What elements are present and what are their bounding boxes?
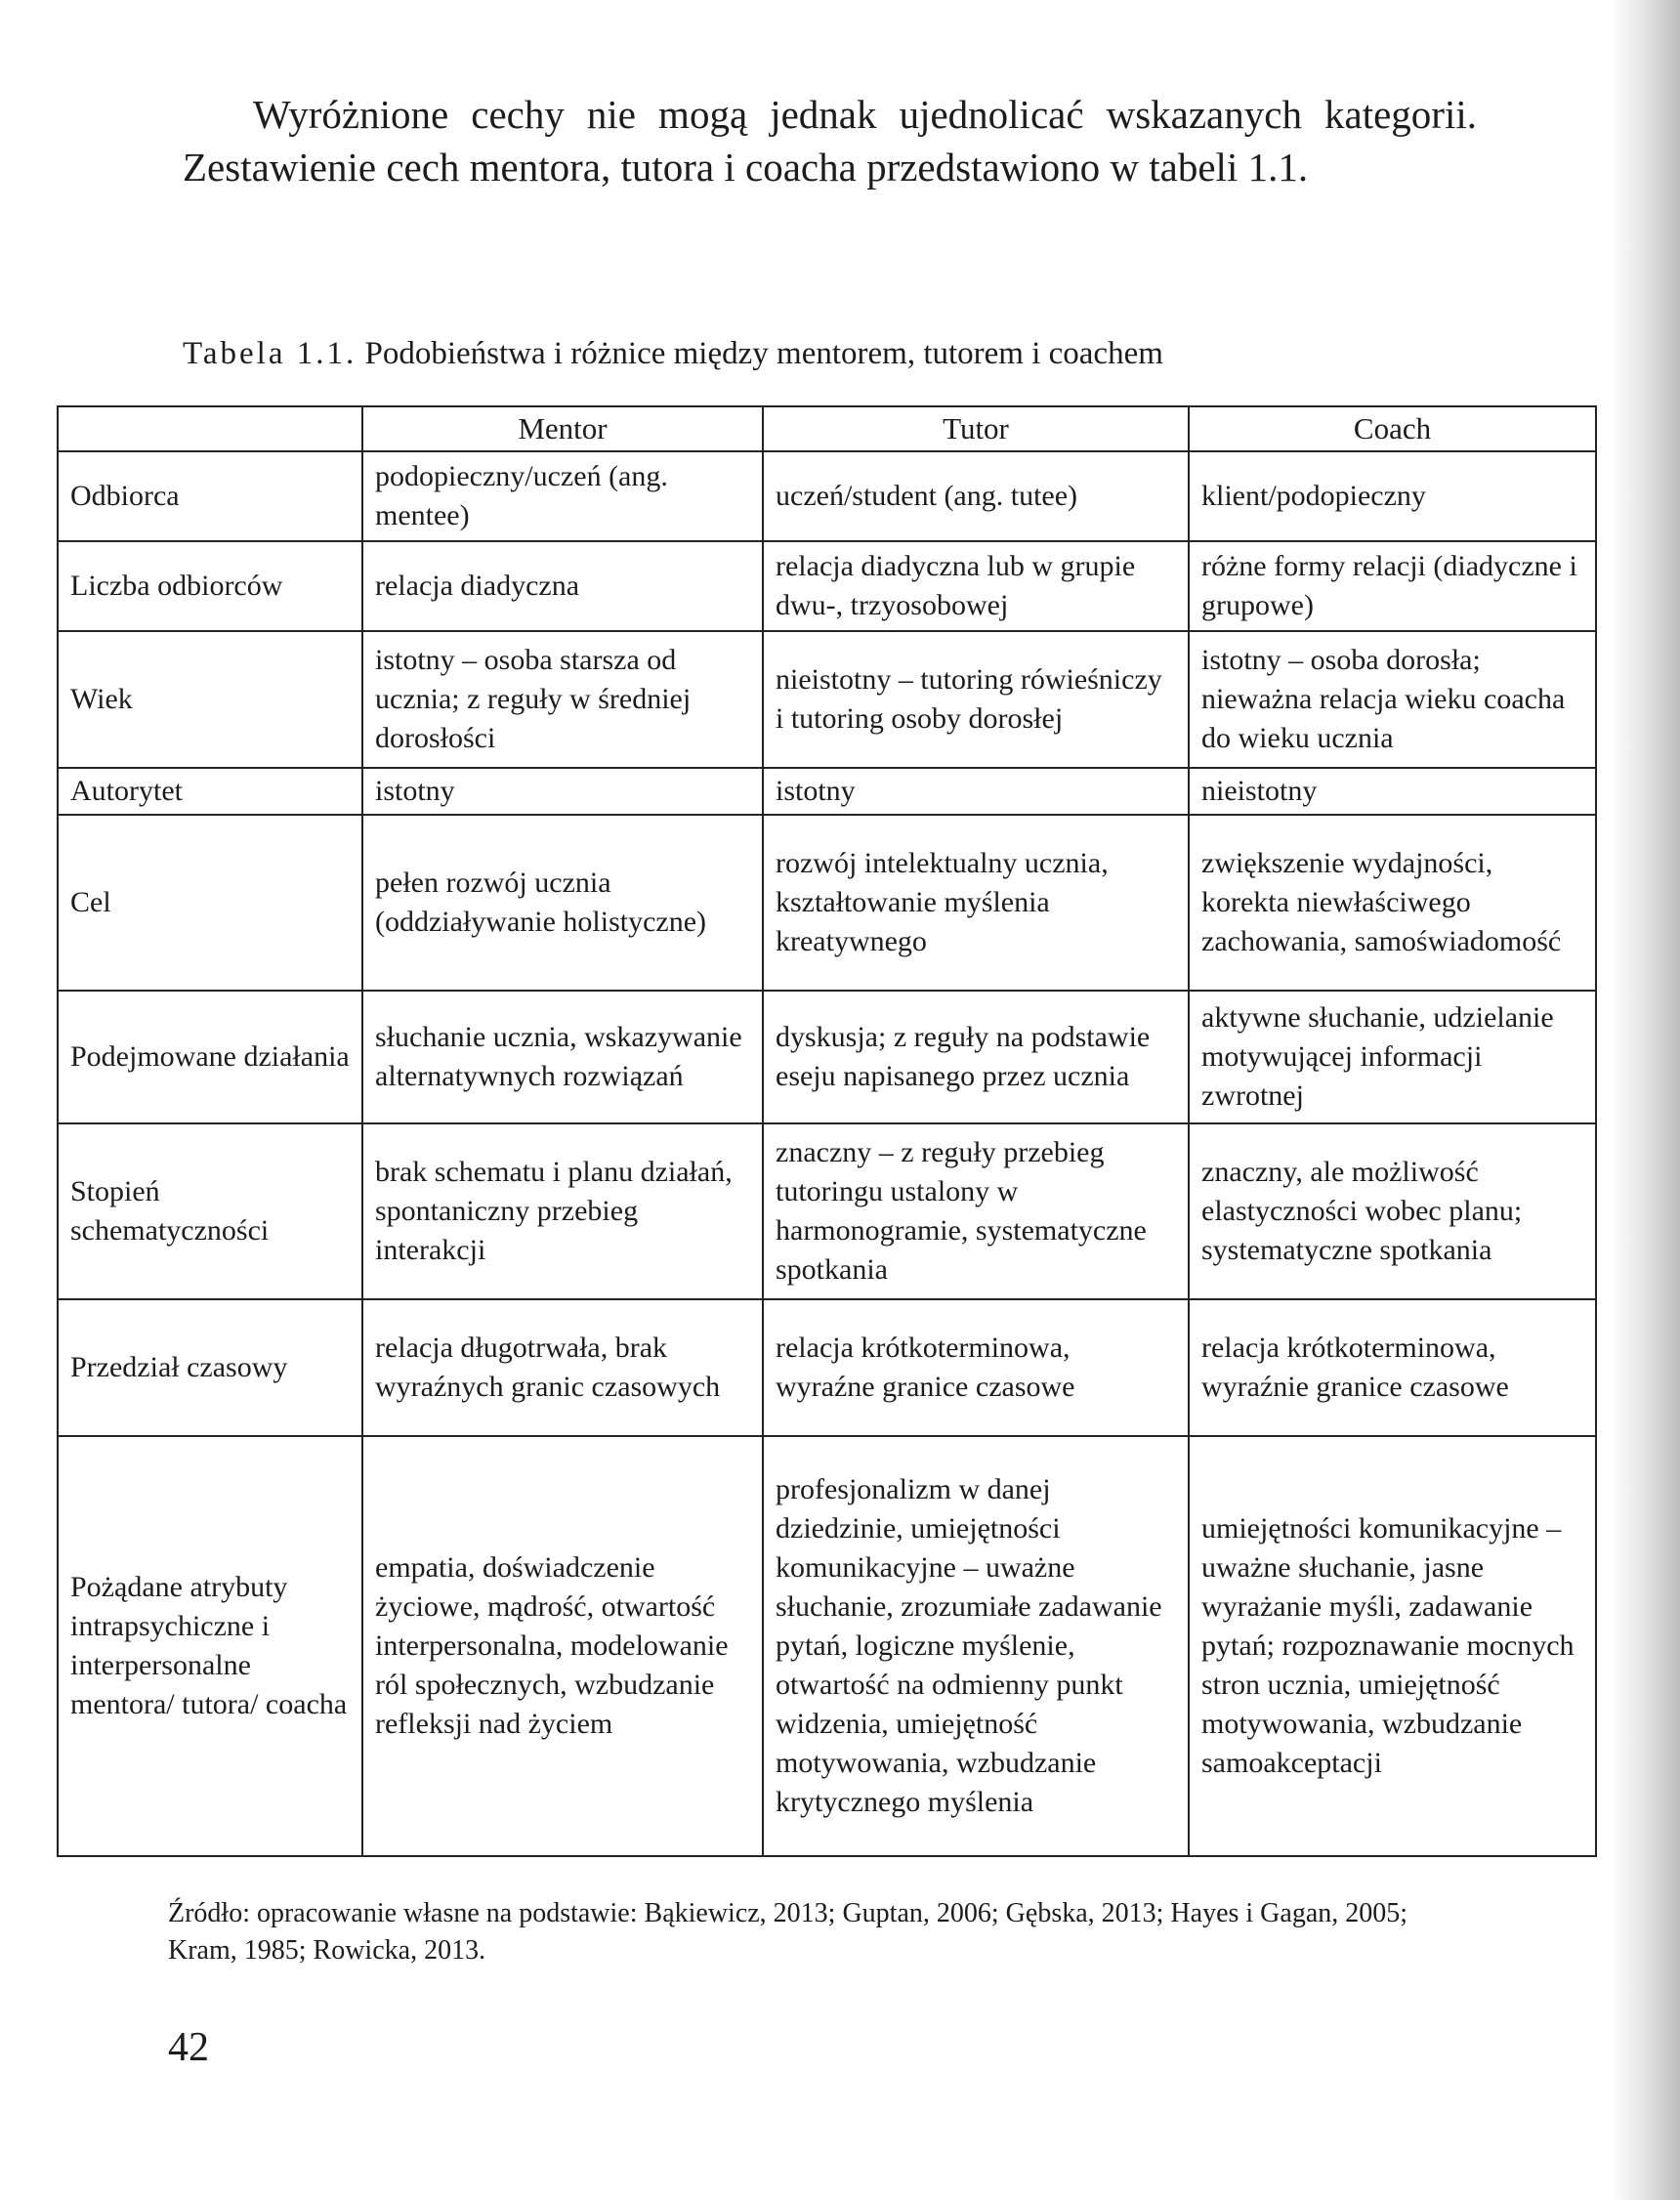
- table-row: [58, 991, 1596, 1123]
- header-mentor: Mentor: [362, 406, 763, 451]
- cell-tutor: profesjonalizm w danej dziedzinie, umiejętności komunikacyjne – uważne słuchanie, zrozumiałe zadawanie pytań, logiczne myślenie, otwartość na odmienny punkt widzenia, umiejętność motywowania, wzbudzanie krytycznego myślenia: [763, 1436, 1189, 1856]
- cell-coach: różne formy relacji (diadyczne i grupowe): [1189, 541, 1596, 631]
- cell-tutor: uczeń/student (ang. tutee): [763, 451, 1189, 541]
- cell-mentor: podopieczny/uczeń (ang. mentee): [362, 451, 763, 541]
- cell-mentor: słuchanie ucznia, wskazywanie alternatywnych rozwiązań: [362, 991, 763, 1123]
- cell-coach: klient/podopieczny: [1189, 451, 1596, 541]
- cell-tutor: istotny: [763, 768, 1189, 815]
- cell-coach: relacja krótkoterminowa, wyraźnie granice czasowe: [1189, 1299, 1596, 1436]
- table-row: [58, 768, 1596, 815]
- cell-mentor: istotny: [362, 768, 763, 815]
- cell-tutor: relacja diadyczna lub w grupie dwu-, trzyosobowej: [763, 541, 1189, 631]
- cell-tutor: znaczny – z reguły przebieg tutoringu ustalony w harmonogramie, systematyczne spotkania: [763, 1123, 1189, 1299]
- cell-tutor: dyskusja; z reguły na podstawie eseju napisanego przez ucznia: [763, 991, 1189, 1123]
- row-label: Stopień schematyczności: [58, 1123, 362, 1299]
- row-label: Liczba odbiorców: [58, 541, 362, 631]
- header-tutor: Tutor: [763, 406, 1189, 451]
- table-caption-title: Podobieństwa i różnice między mentorem, tutorem i coachem: [364, 336, 1163, 371]
- cell-tutor: rozwój intelektualny ucznia, kształtowanie myślenia kreatywnego: [763, 815, 1189, 991]
- table-header-row: [58, 406, 1596, 451]
- row-label: Odbiorca: [58, 451, 362, 541]
- header-coach: Coach: [1189, 406, 1596, 451]
- cell-mentor: brak schematu i planu działań, spontaniczny przebieg interakcji: [362, 1123, 763, 1299]
- cell-coach: umiejętności komunikacyjne – uważne słuchanie, jasne wyrażanie myśli, zadawanie pytań; rozpoznawanie mocnych stron ucznia, umiejętność motywowania, wzbudzanie samoakceptacji: [1189, 1436, 1596, 1856]
- table-row: [58, 631, 1596, 768]
- row-label: Cel: [58, 815, 362, 991]
- row-label: Przedział czasowy: [58, 1299, 362, 1436]
- table-row: [58, 1299, 1596, 1436]
- row-label: Autorytet: [58, 768, 362, 815]
- table-row: [58, 451, 1596, 541]
- cell-coach: znaczny, ale możliwość elastyczności wobec planu; systematyczne spotkania: [1189, 1123, 1596, 1299]
- source-note: Źródło: opracowanie własne na podstawie: Bąkiewicz, 2013; Guptan, 2006; Gębska, 2013; Hayes i Gagan, 2005; Kram, 1985; Rowicka, 2013.: [168, 1898, 1408, 1966]
- table-row: [58, 1123, 1596, 1299]
- cell-mentor: relacja długotrwała, brak wyraźnych granic czasowych: [362, 1299, 763, 1436]
- cell-coach: istotny – osoba dorosła; nieważna relacja wieku coacha do wieku ucznia: [1189, 631, 1596, 768]
- cell-coach: nieistotny: [1189, 768, 1596, 815]
- table-row: [58, 541, 1596, 631]
- table-row: [58, 1436, 1596, 1856]
- cell-mentor: pełen rozwój ucznia (oddziaływanie holistyczne): [362, 815, 763, 991]
- cell-coach: zwiększenie wydajności, korekta niewłaściwego zachowania, samoświadomość: [1189, 815, 1596, 991]
- cell-tutor: nieistotny – tutoring rówieśniczy i tutoring osoby dorosłej: [763, 631, 1189, 768]
- row-label: Pożądane atrybuty intrapsychiczne i interpersonalne mentora/ tutora/ coacha: [58, 1436, 362, 1856]
- row-label: Podejmowane działania: [58, 991, 362, 1123]
- intro-paragraph: Wyróżnione cechy nie mogą jednak ujednolicać wskazanych kategorii. Zestawienie cech mentora, tutora i coacha przedstawiono w tabeli 1.1.: [183, 92, 1477, 190]
- header-empty: [58, 406, 362, 451]
- cell-mentor: istotny – osoba starsza od ucznia; z reguły w średniej dorosłości: [362, 631, 763, 768]
- page-number: 42: [168, 2025, 209, 2070]
- page-edge-shadow: [1612, 0, 1680, 2200]
- table-caption-label: Tabela 1.1.: [183, 336, 357, 371]
- cell-coach: aktywne słuchanie, udzielanie motywującej informacji zwrotnej: [1189, 991, 1596, 1123]
- cell-mentor: relacja diadyczna: [362, 541, 763, 631]
- comparison-table-wrapper: [57, 405, 1595, 1857]
- table-row: [58, 815, 1596, 991]
- cell-tutor: relacja krótkoterminowa, wyraźne granice czasowe: [763, 1299, 1189, 1436]
- comparison-table: [57, 405, 1597, 1857]
- cell-mentor: empatia, doświadczenie życiowe, mądrość, otwartość interpersonalna, modelowanie ról społecznych, wzbudzanie refleksji nad życiem: [362, 1436, 763, 1856]
- table-caption: [183, 334, 1472, 373]
- row-label: Wiek: [58, 631, 362, 768]
